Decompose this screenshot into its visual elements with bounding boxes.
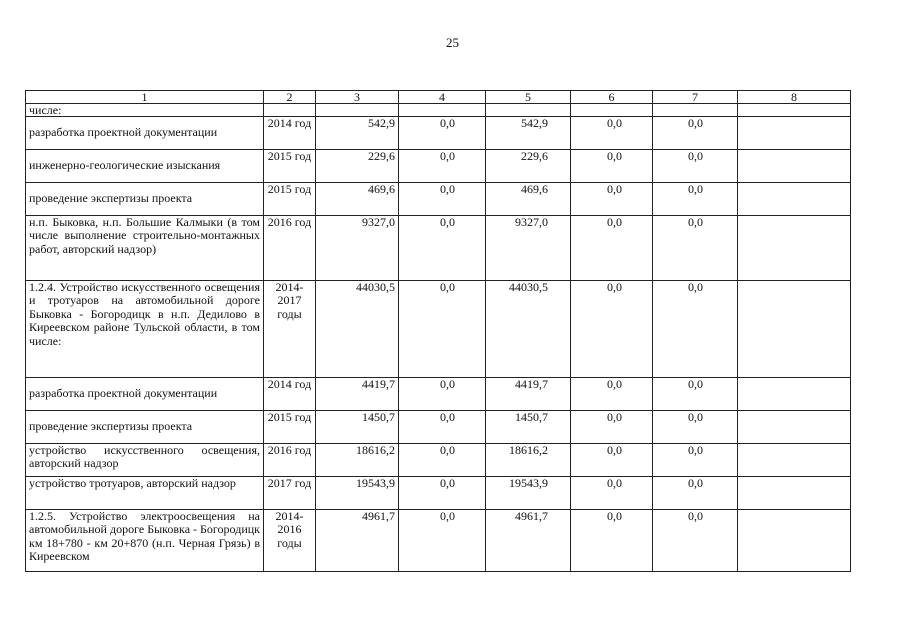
page-number: 25 — [446, 35, 459, 50]
data-table — [25, 90, 851, 572]
row-col3: 18616,2 — [316, 444, 399, 477]
row-description: устройство искусственного освещения, авторский надзор — [26, 444, 264, 477]
header-cell: 1 — [26, 91, 264, 104]
row-col5: 44030,5 — [486, 281, 571, 378]
header-cell: 3 — [316, 91, 399, 104]
row-description: инженерно-геологические изыскания — [26, 150, 264, 183]
table-row — [26, 183, 851, 216]
row-col5: 18616,2 — [486, 444, 571, 477]
row-col6: 0,0 — [571, 510, 653, 572]
row-col4: 0,0 — [399, 378, 486, 411]
row-description: н.п. Быковка, н.п. Большие Калмыки (в том числе выполнение строительно-монтажных работ, авторский надзор) — [26, 216, 264, 281]
header-row — [26, 91, 851, 104]
row-col6: 0,0 — [571, 117, 653, 150]
table-row — [26, 411, 851, 444]
row-col4: 0,0 — [399, 183, 486, 216]
row-col5: 4419,7 — [486, 378, 571, 411]
row-col7: 0,0 — [653, 117, 738, 150]
row-col3: 4961,7 — [316, 510, 399, 572]
table-row — [26, 150, 851, 183]
row-col7: 0,0 — [653, 281, 738, 378]
row-description: проведение экспертизы проекта — [26, 411, 264, 444]
header-cell: 7 — [653, 91, 738, 104]
row-col8 — [738, 150, 851, 183]
table-row — [26, 510, 851, 572]
row-col3: 19543,9 — [316, 477, 399, 510]
header-cell: 2 — [264, 91, 316, 104]
row-col7: 0,0 — [653, 477, 738, 510]
row-col8 — [738, 510, 851, 572]
row-col3: 229,6 — [316, 150, 399, 183]
row-col5: 9327,0 — [486, 216, 571, 281]
row-year: 2014-2017 годы — [264, 281, 316, 378]
row-col3: 542,9 — [316, 117, 399, 150]
row-col3: 44030,5 — [316, 281, 399, 378]
row-col5: 542,9 — [486, 117, 571, 150]
row-year: 2014 год — [264, 378, 316, 411]
row-col7: 0,0 — [653, 216, 738, 281]
table-row — [26, 378, 851, 411]
row-description: устройство тротуаров, авторский надзор — [26, 477, 264, 510]
row-col6: 0,0 — [571, 411, 653, 444]
row-col6: 0,0 — [571, 183, 653, 216]
row-col6: 0,0 — [571, 444, 653, 477]
row-year: 2016 год — [264, 444, 316, 477]
empty-cell — [486, 104, 571, 117]
row-col3: 1450,7 — [316, 411, 399, 444]
row-col7: 0,0 — [653, 183, 738, 216]
row-col4: 0,0 — [399, 216, 486, 281]
row-year: 2017 год — [264, 477, 316, 510]
row-col7: 0,0 — [653, 411, 738, 444]
row-col6: 0,0 — [571, 477, 653, 510]
empty-cell — [571, 104, 653, 117]
row-col5: 229,6 — [486, 150, 571, 183]
row-col6: 0,0 — [571, 281, 653, 378]
row-col6: 0,0 — [571, 378, 653, 411]
row-year: 2014-2016 годы — [264, 510, 316, 572]
row-col8 — [738, 477, 851, 510]
row-col5: 19543,9 — [486, 477, 571, 510]
row-col3: 9327,0 — [316, 216, 399, 281]
row-col8 — [738, 117, 851, 150]
table-row — [26, 216, 851, 281]
header-cell: 8 — [738, 91, 851, 104]
row-col5: 1450,7 — [486, 411, 571, 444]
row-year: 2015 год — [264, 411, 316, 444]
row-col4: 0,0 — [399, 150, 486, 183]
row-col4: 0,0 — [399, 411, 486, 444]
row-year: 2015 год — [264, 150, 316, 183]
row-col6: 0,0 — [571, 150, 653, 183]
row-col7: 0,0 — [653, 510, 738, 572]
row-col8 — [738, 378, 851, 411]
row-col7: 0,0 — [653, 150, 738, 183]
row-description: разработка проектной документации — [26, 117, 264, 150]
row-col8 — [738, 183, 851, 216]
table-row — [26, 444, 851, 477]
row-description: 1.2.5. Устройство электроосвещения на автомобильной дороге Быковка - Богородицк км 18+780 - км 20+870 (н.п. Черная Грязь) в Киреевском — [26, 510, 264, 572]
row-col8 — [738, 216, 851, 281]
empty-cell — [264, 104, 316, 117]
row-col7: 0,0 — [653, 444, 738, 477]
row-year: 2016 год — [264, 216, 316, 281]
row-col4: 0,0 — [399, 444, 486, 477]
table-row — [26, 477, 851, 510]
empty-cell — [399, 104, 486, 117]
row-col7: 0,0 — [653, 378, 738, 411]
row-col4: 0,0 — [399, 510, 486, 572]
continuation-row — [26, 104, 851, 117]
row-description: разработка проектной документации — [26, 378, 264, 411]
row-col4: 0,0 — [399, 477, 486, 510]
row-col8 — [738, 281, 851, 378]
row-year: 2014 год — [264, 117, 316, 150]
row-col5: 469,6 — [486, 183, 571, 216]
empty-cell — [316, 104, 399, 117]
row-description: проведение экспертизы проекта — [26, 183, 264, 216]
row-col6: 0,0 — [571, 216, 653, 281]
row-col4: 0,0 — [399, 117, 486, 150]
header-cell: 4 — [399, 91, 486, 104]
row-col8 — [738, 411, 851, 444]
table-row — [26, 281, 851, 378]
row-year: 2015 год — [264, 183, 316, 216]
row-col5: 4961,7 — [486, 510, 571, 572]
empty-cell — [653, 104, 738, 117]
continuation-text: числе: — [26, 104, 264, 117]
table-row — [26, 117, 851, 150]
row-col4: 0,0 — [399, 281, 486, 378]
header-cell: 6 — [571, 91, 653, 104]
row-col3: 4419,7 — [316, 378, 399, 411]
row-col8 — [738, 444, 851, 477]
row-col3: 469,6 — [316, 183, 399, 216]
row-description: 1.2.4. Устройство искусственного освещения и тротуаров на автомобильной дороге Быковка - Богородицк в н.п. Дедилово в Киреевском районе Тульской области, в том числе: — [26, 281, 264, 378]
header-cell: 5 — [486, 91, 571, 104]
empty-cell — [738, 104, 851, 117]
